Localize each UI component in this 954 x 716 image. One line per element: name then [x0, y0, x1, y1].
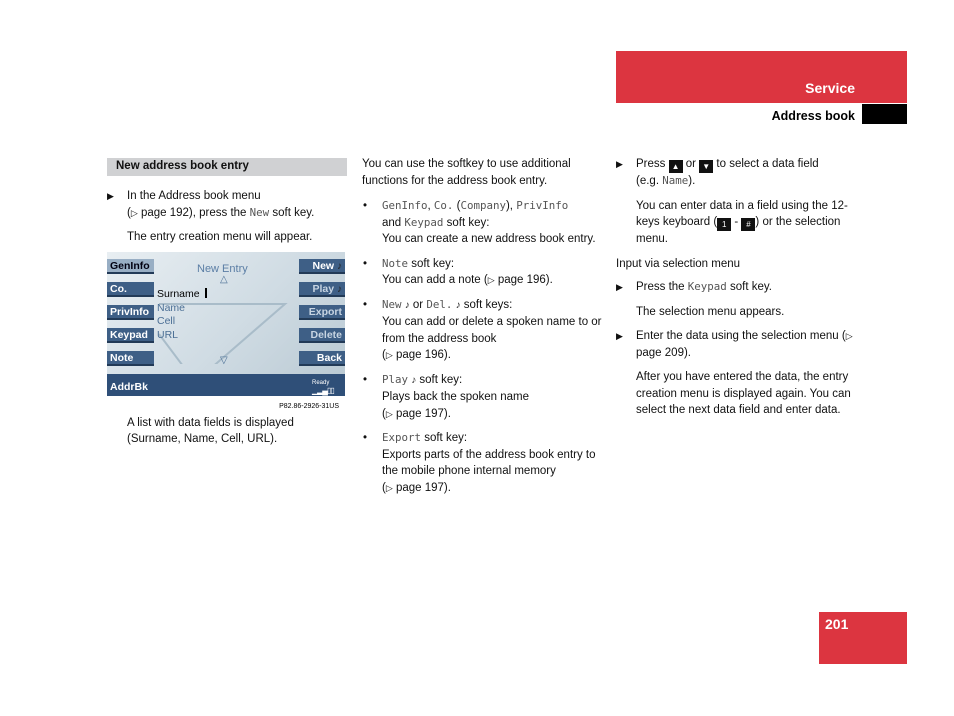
bullet-icon: •	[363, 200, 368, 212]
text: page 197).	[395, 481, 451, 494]
softkey-name: New	[382, 297, 402, 311]
bullet-description: You can add or delete a spoken name to or from the address book	[382, 316, 602, 345]
softkey-back: Back	[299, 351, 345, 366]
intro-text: You can use the softkey to use additional functions for the address book entry.	[362, 158, 571, 187]
text: Press the	[636, 281, 688, 293]
step-text: soft key.	[269, 206, 315, 219]
keyboard-note	[616, 198, 858, 248]
voice-icon: ♪	[337, 283, 342, 295]
bullet-icon: •	[363, 257, 368, 270]
softkey-keypad: Keypad	[107, 328, 154, 343]
text: page 209).	[636, 346, 691, 359]
field-name: Name	[157, 301, 186, 314]
chapter-title: Service	[805, 80, 855, 96]
step-result: After you have entered the data, the entry creation menu is displayed again. You can select the next data field and enter data.	[636, 371, 851, 416]
voice-icon: ♪	[404, 299, 410, 311]
text: page 197).	[395, 407, 451, 420]
bullet-description: You can add a note (	[382, 274, 488, 286]
display-screenshot	[107, 252, 345, 396]
header-marker	[862, 104, 907, 124]
step-marker-icon: ▶	[616, 159, 623, 169]
text: (e.g.	[636, 175, 663, 187]
softkey-delete: Delete	[299, 328, 345, 343]
step-press-keypad	[616, 279, 858, 296]
bullet-description: Exports parts of the address book entry to the mobile phone internal memory	[382, 448, 596, 477]
text: soft key:	[443, 216, 490, 229]
softkey-export: Export	[299, 305, 345, 320]
text: ) or the selection menu.	[636, 216, 841, 245]
text: -	[731, 216, 742, 228]
text: You can enter data in a field using the 12-keys keyboard (	[636, 199, 848, 228]
column-1	[107, 158, 347, 448]
text: ,	[427, 200, 434, 212]
softkey-name: New	[249, 205, 270, 219]
page-pointer-icon: ▷	[385, 350, 393, 360]
page-pointer-icon: ▷	[845, 331, 853, 341]
key-1-icon: 1	[717, 218, 731, 231]
bullet-description: Plays back the spoken name	[382, 391, 530, 403]
column-3	[616, 156, 858, 419]
softkey-name: Play	[382, 372, 409, 386]
softkey-name: Keypad	[687, 280, 727, 293]
bullet-icon: •	[363, 373, 368, 386]
step-text: (	[127, 206, 131, 219]
text: or	[682, 158, 700, 170]
voice-icon: ♪	[411, 374, 417, 386]
column-2	[362, 156, 602, 496]
key-hash-icon: #	[741, 218, 755, 231]
softkey-note: Note	[107, 351, 154, 366]
status-bar	[107, 374, 345, 396]
figure-code: P82.86-2926-31US	[279, 402, 339, 410]
step-text: page 192), press the	[140, 206, 250, 219]
bullet-play: • Play ♪ soft key: Plays back the spoken name (▷ page 197).	[363, 372, 530, 420]
step-1	[107, 188, 347, 221]
text: Enter the data using the selection menu (	[636, 330, 846, 342]
softkey-label: New	[312, 259, 335, 272]
text: soft keys:	[460, 298, 513, 311]
field-name-ref: Name	[662, 174, 689, 187]
softkey-play	[299, 282, 345, 297]
softkey-name: PrivInfo	[516, 199, 569, 212]
bullet-note	[362, 256, 602, 289]
text: ),	[505, 200, 517, 212]
text: soft key.	[726, 281, 772, 293]
text: Press	[636, 158, 669, 170]
bullet-icon: •	[363, 432, 368, 444]
subheading-selection-menu: Input via selection menu	[616, 257, 741, 270]
page-pointer-icon: ▷	[385, 408, 393, 419]
text: soft key:	[408, 257, 455, 270]
scroll-up-icon: △	[220, 273, 228, 285]
text: ).	[688, 175, 696, 187]
status-ready: Ready	[312, 379, 330, 386]
softkey-name: Company	[460, 199, 506, 212]
softkey-name: Keypad	[404, 215, 444, 229]
step-enter-data	[616, 328, 858, 361]
step-marker-icon: ▶	[616, 331, 623, 341]
softkey-name: Note	[382, 256, 409, 270]
scroll-down-icon: ▽	[220, 354, 228, 366]
text: (	[453, 200, 461, 212]
softkey-name: Export	[382, 431, 422, 444]
step-result: The entry creation menu will appear.	[127, 231, 313, 243]
bullet-geninfo	[362, 198, 602, 248]
note-line: (Surname, Name, Cell, URL).	[127, 433, 278, 445]
field-cell: Cell	[157, 314, 176, 327]
header-band	[616, 51, 907, 103]
page-number: 201	[825, 616, 849, 632]
voice-icon: ♪	[455, 299, 461, 311]
note-line: A list with data fields is displayed	[127, 416, 294, 429]
bullet-icon: •	[363, 298, 368, 311]
page-pointer-icon: ▷	[385, 482, 393, 493]
down-key-icon: ▼	[699, 160, 713, 173]
step-marker-icon: ▶	[616, 282, 623, 292]
step-result: The selection menu appears.	[636, 305, 785, 318]
screen-title: New Entry	[197, 262, 248, 275]
softkey-co: Co.	[107, 282, 154, 297]
text: and	[382, 216, 405, 229]
step-select-field	[616, 156, 858, 190]
text: soft key:	[416, 373, 463, 386]
text: to select a data field	[713, 158, 819, 170]
text: or	[409, 298, 427, 311]
bullet-new-delete: • New ♪ or Del. ♪ soft keys: You can add or delete a spoken name to or from the address book (▷ page 196).	[363, 297, 602, 361]
up-key-icon: ▲	[669, 160, 683, 173]
signal-icon: ▁▂▄▯▯	[312, 385, 334, 395]
status-label: AddrBk	[110, 380, 148, 393]
text: soft key:	[421, 432, 468, 444]
text: page 196).	[497, 274, 553, 286]
field-url: URL	[157, 328, 179, 341]
softkey-name: Co.	[433, 199, 454, 212]
subsection-heading: New address book entry	[107, 158, 347, 176]
softkey-privinfo: PrivInfo	[107, 305, 154, 320]
field-label: Surname	[157, 287, 200, 300]
page-pointer-icon: ▷	[130, 207, 138, 218]
step-text: In the Address book menu	[127, 190, 261, 202]
softkey-name: Del.	[426, 297, 453, 311]
page-pointer-icon: ▷	[487, 275, 495, 285]
text-cursor	[205, 288, 207, 298]
softkey-geninfo: GenInfo	[107, 259, 154, 274]
text: page 196).	[395, 349, 451, 361]
figure-note	[107, 415, 347, 448]
softkey-name: GenInfo	[382, 199, 428, 212]
softkey-label: Play	[312, 282, 335, 295]
voice-icon: ♪	[337, 260, 342, 272]
softkey-new	[299, 259, 345, 274]
bullet-description: You can create a new address book entry.	[382, 233, 596, 245]
step-marker-icon: ▶	[107, 191, 114, 201]
section-title: Address book	[771, 109, 855, 123]
bullet-export: • Export soft key: Exports parts of the address book entry to the mobile phone internal memory (▷ page 197).	[363, 431, 596, 494]
